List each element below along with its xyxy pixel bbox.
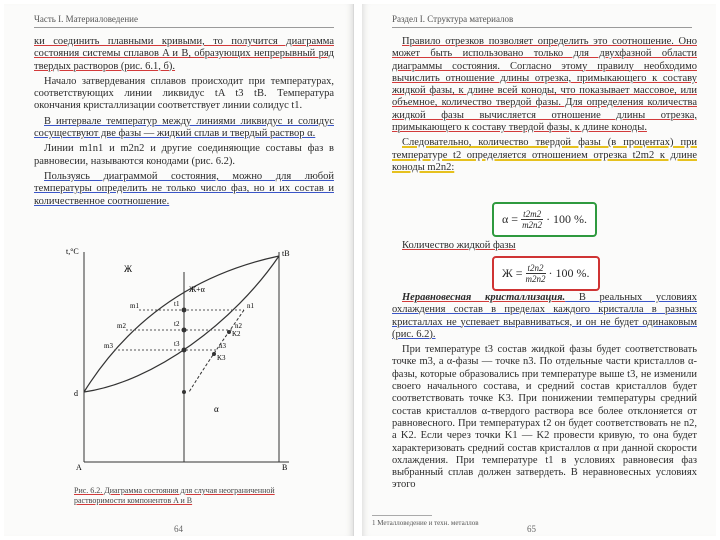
fraction-denominator: m2n2	[522, 220, 543, 230]
region-two-phase-label: Ж+α	[189, 285, 205, 294]
label-m2: m2	[117, 322, 126, 330]
point-marker	[182, 308, 187, 313]
left-paragraph: Начало затвердевания сплавов происходит при температурах, соответствующих линии ликвидус tA t3 tB. Температура окончания кристаллизации соответствует линии солидус t1.	[34, 75, 334, 112]
label-K2: K2	[232, 330, 241, 338]
right-page-number: 65	[527, 524, 536, 534]
phase-diagram-figure	[64, 242, 304, 482]
left-running-header: Часть I. Материаловедение	[34, 14, 138, 24]
x-axis-end-label: B	[282, 463, 288, 472]
paragraph-solid-amount: Следовательно, количество твердой фазы (в процентах) при температуре t2 определяется отношением отрезка t2m2 к длине коноды m2n2:	[392, 137, 697, 173]
fraction-denominator: m2n2	[525, 274, 546, 284]
left-page-number: 64	[174, 524, 183, 534]
header-rule	[392, 27, 692, 28]
fraction	[521, 209, 543, 230]
region-liquid-label: Ж	[124, 264, 133, 274]
solidus-curve	[84, 256, 279, 392]
paragraph-liquid-amount: Количество жидкой фазы	[402, 240, 516, 251]
formula-liquid-fraction	[492, 256, 600, 291]
point-marker	[182, 390, 186, 394]
label-d: d	[74, 389, 78, 398]
formula-lhs: Ж =	[502, 266, 523, 280]
fraction-numerator: t2n2	[527, 263, 544, 273]
right-body-text-bottom	[392, 292, 697, 495]
right-body-text-top	[392, 36, 697, 177]
right-page	[362, 4, 716, 536]
label-tB: tB	[282, 249, 290, 258]
figure-caption: Рис. 6.2. Диаграмма состояния для случая неограниченной растворимости компонентов A и B	[74, 486, 275, 505]
label-n2: n2	[235, 322, 242, 330]
paragraph-nonequilibrium: Неравновесная кристаллизация. В реальных условиях охлаждения состав в пределах каждого кристалла в разных кристаллах не успевает выравниваться, и он не будет одинаковым (рис. 6.2).	[392, 292, 697, 340]
formula-rhs: · 100 %.	[548, 266, 590, 280]
fraction	[526, 263, 546, 284]
left-body-text	[34, 36, 334, 211]
point-marker	[182, 328, 187, 333]
label-K3: K3	[217, 354, 226, 362]
formula-rhs: · 100 %.	[546, 212, 588, 226]
label-m3: m3	[104, 342, 113, 350]
formula-lhs: α =	[502, 212, 519, 226]
header-rule	[34, 27, 334, 28]
point-marker	[182, 348, 187, 353]
label-t1: t1	[174, 300, 180, 308]
left-paragraph: В интервале температур между линиями ликвидус и солидус сосуществуют две фазы — жидкий сплав и твердый раствор α.	[34, 115, 334, 140]
fraction-numerator: t2m2	[523, 209, 542, 219]
left-page	[4, 4, 354, 536]
origin-label: A	[76, 463, 82, 472]
label-n1: n1	[247, 302, 254, 310]
y-axis-label: t,°C	[66, 247, 79, 256]
footnote-rule	[372, 515, 432, 516]
paragraph-rule-of-segments: Правило отрезков позволяет определить это соотношение. Оно может быть использовано только для двухфазной области диаграммы состояния. Согласно этому правилу необходимо вычислить отношение длины отрезка, примыкающего к составу жидкой фазы, к длине всей коноды, что показывает массовое, или объемное, количество твердой фазы. Для определения количества жидкой фазы вычисляется отношение длины отрезка, примыкающего к составу твердой фазы, к длине коноды.	[392, 36, 697, 134]
left-paragraph: Линии m1n1 и m2n2 и другие соединяющие составы фаз в равновесии, называются конодами (рис. 6.2).	[34, 143, 334, 167]
left-paragraph: ки соединить плавными кривыми, то получится диаграмма состояния системы сплавов A и B, образующих непрерывный ряд твердых растворов (рис. 6.1, б).	[34, 36, 334, 72]
label-t2: t2	[174, 320, 180, 328]
label-n3: n3	[219, 342, 226, 350]
point-marker	[212, 352, 216, 356]
point-marker	[227, 330, 231, 334]
liquidus-curve	[84, 256, 279, 392]
right-running-header: Раздел I. Структура материалов	[392, 14, 514, 24]
label-t3: t3	[174, 340, 180, 348]
footnote: 1 Металловедение и техн. металлов	[372, 519, 479, 527]
paragraph-temperature-t3: При температуре t3 состав жидкой фазы будет соответствовать точке m3, а α-фазы — точке n3. По отдельные части кристаллов α-фазы, которые образовались при температуре выше t3, не изменили своего начального состава, и средний состав кристаллов будет соответствовать точке K3. При понижении температуры средний состав кристаллов α-твердого раствора все более отклоняется от равновесного. При температурах t2 он будет соответствовать не n2, а K2. Если через точки K1 — K2 провести кривую, то она будет характеризовать средний состав кристаллов α при данной скорости охлаждения. При температуре t1 в условиях равновесия фаз выбранный сплав должен затвердеть. В неравновесных условиях этого	[392, 344, 697, 491]
label-m1: m1	[130, 302, 139, 310]
formula-solid-fraction	[492, 202, 597, 237]
left-paragraph: Пользуясь диаграммой состояния, можно для любой температуры определить не только число фаз, но и их состав и количественное соотношение.	[34, 170, 334, 207]
region-solid-label: α	[214, 404, 219, 414]
